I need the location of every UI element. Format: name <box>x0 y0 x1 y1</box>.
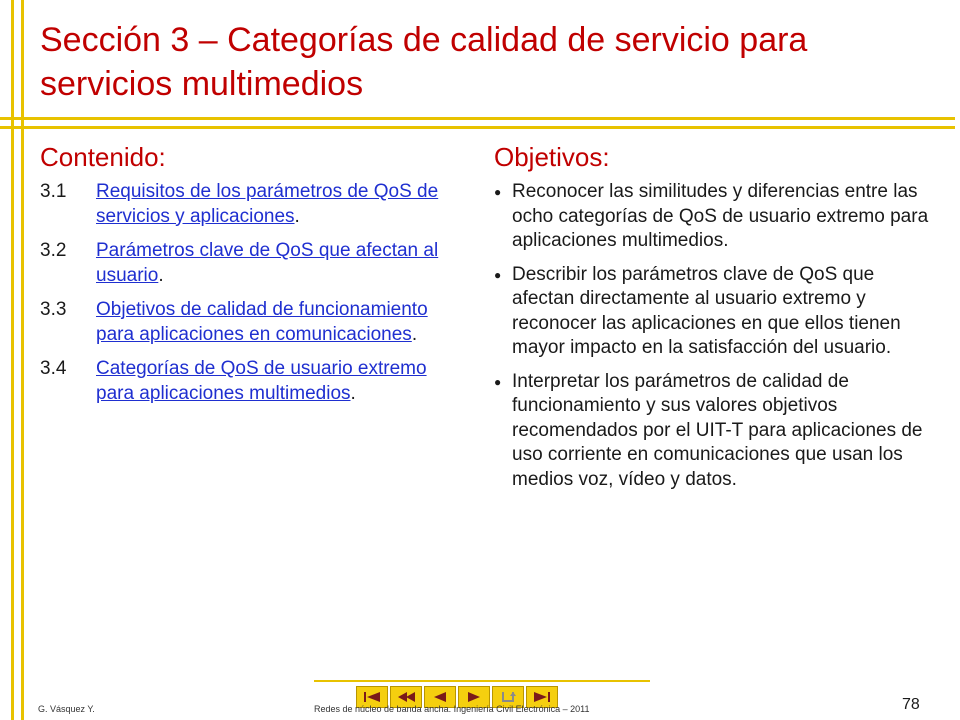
next-icon <box>463 690 485 704</box>
contents-item-tail: . <box>294 205 300 227</box>
footer-course: Redes de núcleo de banda ancha. Ingeniería Civil Electrónica – 2011 <box>314 704 590 714</box>
contents-item-tail: . <box>158 264 164 286</box>
contents-item-tail: . <box>350 382 356 404</box>
bullet-icon: ● <box>494 374 502 389</box>
contents-link-3-4[interactable]: Categorías de QoS de usuario extremo para aplicaciones multimedios <box>96 358 427 404</box>
frame-line-vertical-inner <box>21 0 24 720</box>
contents-item-number: 3.3 <box>40 299 67 320</box>
back-icon <box>395 690 417 704</box>
contents-item-number: 3.2 <box>40 240 67 261</box>
contents-item-text <box>96 180 460 229</box>
frame-line-vertical-outer <box>11 0 14 720</box>
contents-item <box>40 298 460 347</box>
contents-item <box>40 180 460 229</box>
contents-link-3-1[interactable]: Requisitos de los parámetros de QoS de servicios y aplicaciones <box>96 181 439 227</box>
slide-title: Sección 3 – Categorías de calidad de servicio para servicios multimedios <box>40 21 808 103</box>
return-icon <box>497 690 519 704</box>
contents-item-text <box>96 298 460 347</box>
objective-text: Describir los parámetros clave de QoS que afectan directamente al usuario extremo y reconocer las aplicaciones en que ellos tienen mayor impacto en la satisfacción del usuario. <box>512 263 901 358</box>
objective-text: Reconocer las similitudes y diferencias entre las ocho categorías de QoS de usuario extremo para aplicaciones multimedios. <box>512 181 929 251</box>
contents-item <box>40 357 460 406</box>
contents-item-text <box>96 239 460 288</box>
contents-item-number: 3.1 <box>40 181 67 202</box>
contents-item-tail: . <box>411 323 418 345</box>
bullet-icon: ● <box>494 185 502 199</box>
contents-item <box>40 239 460 288</box>
page-number: 78 <box>902 696 920 713</box>
objectives-heading: Objetivos: <box>494 142 610 172</box>
last-icon <box>531 690 553 704</box>
bullet-icon: ● <box>494 267 502 282</box>
objective-text: Interpretar los parámetros de calidad de funcionamiento y sus valores objetivos recomendados por el UIT-T para aplicaciones de uso corriente en comunicaciones que usan los medios voz, vídeo y datos. <box>512 370 923 490</box>
frame-line-horizontal-upper <box>0 117 955 120</box>
contents-link-3-2[interactable]: Parámetros clave de QoS que afectan al usuario <box>96 240 439 286</box>
first-icon <box>361 690 383 704</box>
objective-item <box>494 263 934 361</box>
contents-list <box>40 180 460 416</box>
contents-item-number: 3.4 <box>40 358 67 379</box>
contents-heading: Contenido: <box>40 142 166 172</box>
objective-item <box>494 180 934 254</box>
contents-item-text <box>96 357 460 406</box>
frame-line-horizontal-lower <box>0 126 955 129</box>
contents-link-3-3[interactable]: Objetivos de calidad de funcionamiento para aplicaciones en comunicaciones <box>96 299 428 345</box>
navigation-divider <box>314 680 650 682</box>
objective-item <box>494 370 934 493</box>
footer-author: G. Vásquez Y. <box>38 704 95 714</box>
previous-icon <box>429 690 451 704</box>
objectives-list <box>494 180 934 501</box>
